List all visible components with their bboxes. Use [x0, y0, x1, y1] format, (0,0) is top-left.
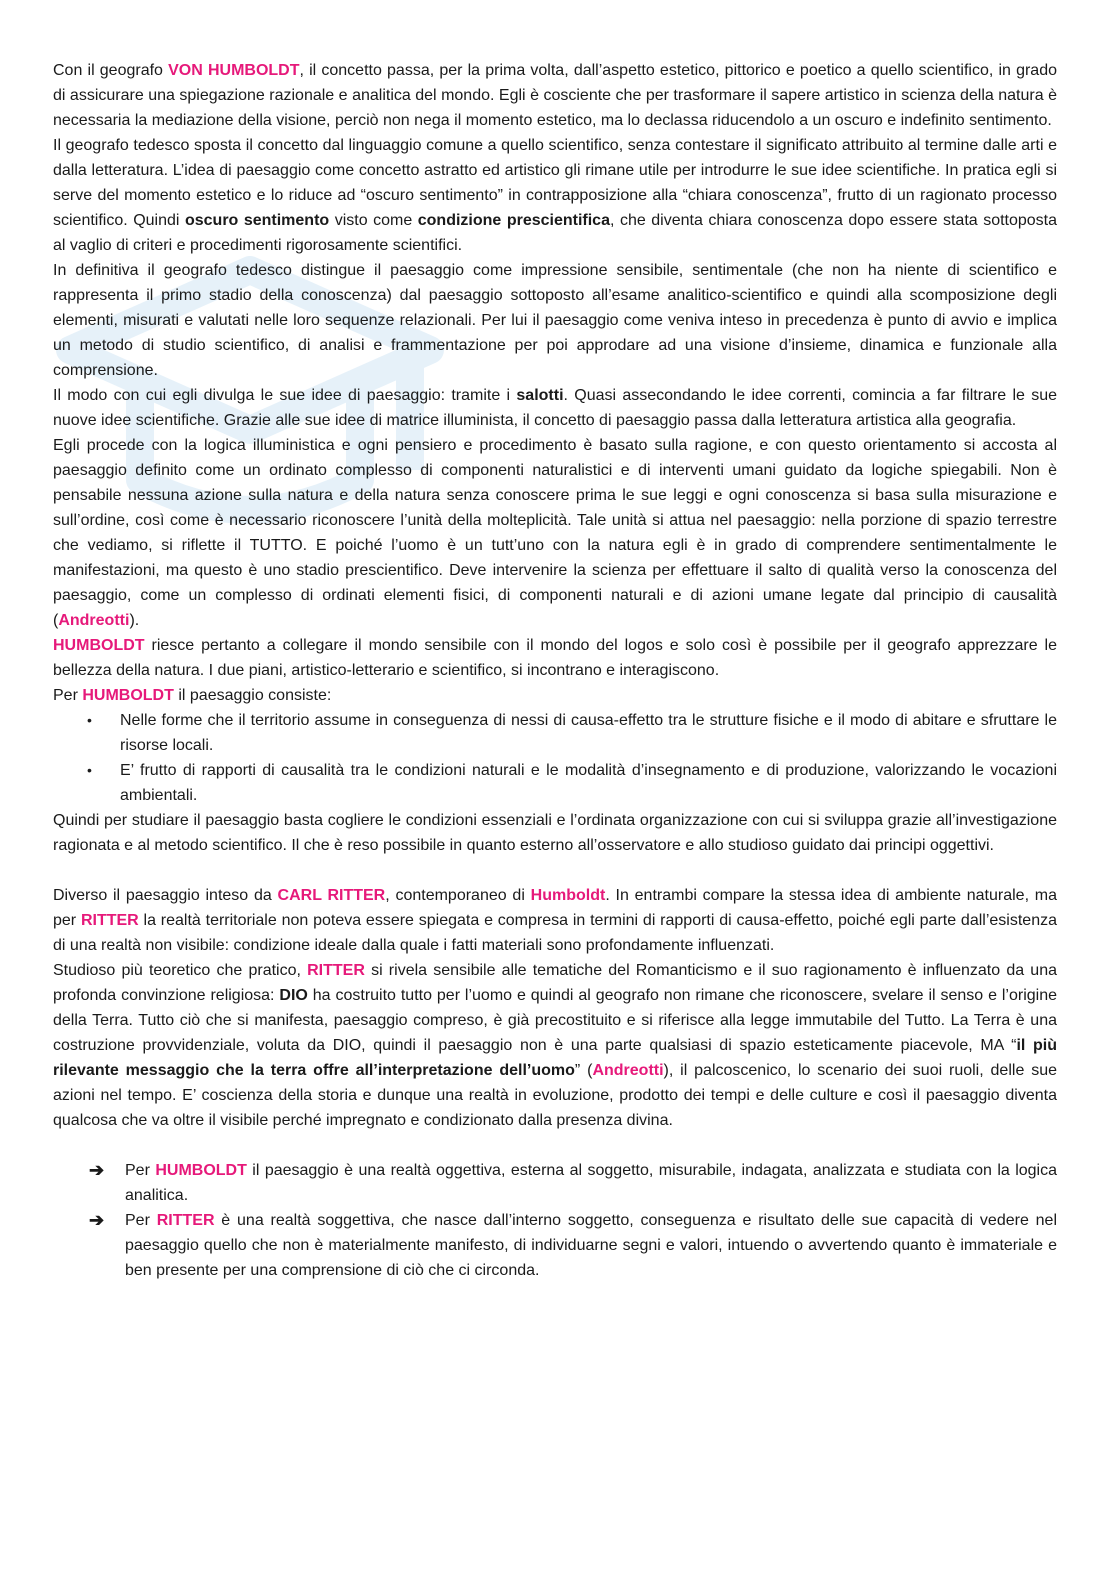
text-run: . Quasi assecondando le idee correnti, comincia a far filtrare le sue nuove idee scientifiche. Grazie alle sue idee di matrice illuminista, il concetto di paesaggio passa dalla letteratura artistica alla geografia. [53, 387, 1057, 429]
bullet-text: E’ frutto di rapporti di causalità tra le condizioni naturali e le modalità d’insegnamento e di produzione, valorizzando le vocazioni ambientali. [120, 762, 1057, 804]
section-gap [53, 1133, 1057, 1158]
text-run: Egli procede con la logica illuministica e ogni pensiero e procedimento è basato sulla ragione, e con questo orientamento si accosta al paesaggio definito come un ordinato complesso di componenti naturalistici e di interventi umani guidato da logiche spiegabili. Non è pensabile nessuna azione sulla natura e della natura senza conoscere prima le sue leggi e ogni conoscenza si basa sulla misurazione e sull’ordine, così come è necessario riconoscere l’unità della molteplicità. Tale unità si attua nel paesaggio: nella porzione di spazio terrestre che vediamo, si riflette il TUTTO. E poiché l’uomo è un tutt’uno con la natura egli è in grado di comprendere sentimentalmente le manifestazioni, ma questo è uno stadio prescientifico. Deve intervenire la scienza per effettuare il salto di qualità verso la conoscenza del paesaggio, come un complesso di ordinati elementi fisici, di componenti naturali e di azioni umane legate dal principio di causalità ( [53, 437, 1057, 629]
paragraph [53, 258, 1057, 383]
highlighted-term: RITTER [307, 962, 365, 979]
arrow-item [53, 1208, 1057, 1283]
text-run: , che diventa chiara conoscenza dopo essere stata sottoposta al vaglio di criteri e procedimenti rigorosamente scientifici. [53, 212, 1058, 254]
text-run: Studioso più teoretico che pratico, [53, 962, 308, 979]
text-run: . In entrambi compare la stessa idea di ambiente naturale, ma per [53, 887, 1058, 929]
bold-term: il più rilevante messaggio che la terra offre all’interpretazione dell’uomo [53, 1037, 1058, 1079]
paragraph [53, 633, 1057, 683]
text-run: Per [53, 687, 83, 704]
paragraph [53, 433, 1057, 633]
highlighted-term: HUMBOLDT [53, 637, 145, 654]
text-run: visto come [329, 212, 418, 229]
humboldt-bullet-list [53, 708, 1057, 808]
paragraph [53, 133, 1057, 258]
section-gap [53, 858, 1057, 883]
highlighted-term: Andreotti [58, 612, 130, 629]
paragraph [53, 808, 1057, 858]
paragraph [53, 58, 1057, 133]
ritter-section [53, 883, 1057, 1133]
text-run: , contemporaneo di [385, 887, 531, 904]
bullet-text: Nelle forme che il territorio assume in conseguenza di nessi di causa-effetto tra le strutture fisiche e il modo di abitare e sfruttare le risorse locali. [120, 712, 1057, 754]
bold-term: salotti [516, 387, 564, 404]
document-page [53, 58, 1057, 1283]
text-run: Quindi per studiare il paesaggio basta cogliere le condizioni essenziali e l’ordinata organizzazione con cui si sviluppa grazie all’investigazione ragionata e al metodo scientifico. Il che è reso possibile in quanto esterno all’osservatore e allo studioso guidato dai principi oggettivi. [53, 812, 1057, 854]
highlighted-term: RITTER [156, 1212, 215, 1229]
right-arrow-icon: ➔ [89, 1210, 105, 1230]
highlighted-term: Humboldt [530, 887, 606, 904]
text-run: In definitiva il geografo tedesco distingue il paesaggio come impressione sensibile, sentimentale (che non ha niente di scientifico e rappresenta il primo stadio della conoscenza) dal paesaggio sottoposto all’esame analitico-scientifico e quindi alla scomposizione degli elementi, misurati e valutati nelle loro sequenze relazionali. Per lui il paesaggio come veniva inteso in precedenza è punto di avvio e implica un metodo di studio scientifico, di analisi e frammentazione per poi approdare ad una visione d’insieme, dinamica e funzionale alla comprensione. [53, 262, 1057, 379]
text-run: Il geografo tedesco sposta il concetto dal linguaggio comune a quello scientifico, senza contestare il significato attribuito al termine dalle arti e dalla letteratura. L’idea di paesaggio come concetto astratto ed artistico gli rimane utile per introdurre le sue idee scientifiche. In pratica egli si serve del momento estetico e lo riduce ad “oscuro sentimento” in contrapposizione alla “chiara conoscenza”, frutto di un ragionato processo scientifico. Quindi [53, 137, 1057, 229]
highlighted-term: CARL RITTER [277, 887, 386, 904]
humboldt-conclusion [53, 808, 1057, 858]
highlighted-term: VON HUMBOLDT [168, 62, 300, 79]
text-run: è una realtà soggettiva, che nasce dall’interno soggetto, conseguenza e risultato delle sue capacità di vedere nel paesaggio quello che non è materialmente manifesto, di individuarne segni e valori, intuendo o avvertendo quanto è immateriale e ben presente per una comprensione di ciò che ci circonda. [125, 1212, 1058, 1279]
highlighted-term: HUMBOLDT [155, 1162, 247, 1179]
text-run: il paesaggio è una realtà oggettiva, esterna al soggetto, misurabile, indagata, analizzata e studiata con la logica analitica. [125, 1162, 1058, 1204]
humboldt-section [53, 58, 1057, 708]
text-run: Diverso il paesaggio inteso da [53, 887, 278, 904]
highlighted-term: Andreotti [592, 1062, 664, 1079]
text-run: Per [125, 1162, 156, 1179]
bold-term: oscuro sentimento [184, 212, 330, 229]
right-arrow-icon: ➔ [89, 1160, 105, 1180]
text-run: Con il geografo [53, 62, 169, 79]
comparison-arrow-list [53, 1158, 1057, 1283]
bold-term: DIO [279, 987, 308, 1004]
bullet-dot-icon: • [87, 762, 92, 778]
text-run: Per [125, 1212, 157, 1229]
bullet-dot-icon: • [87, 712, 92, 728]
highlighted-term: RITTER [80, 912, 139, 929]
bold-term: condizione prescientifica [417, 212, 610, 229]
text-run: ” ( [574, 1062, 593, 1079]
bullet-item [53, 708, 1057, 758]
text-run: la realtà territoriale non poteva essere spiegata e compresa in termini di rapporti di causa-effetto, poiché egli parte dall’esistenza di una realtà non visibile: condizione ideale dalla quale i fatti materiali sono profondamente influenzati. [53, 912, 1057, 954]
paragraph [53, 383, 1057, 433]
paragraph [53, 683, 1057, 708]
paragraph [53, 958, 1057, 1133]
highlighted-term: HUMBOLDT [82, 687, 174, 704]
text-run: ), il palcoscenico, lo scenario dei suoi ruoli, delle sue azioni nel tempo. E’ coscienza della storia e dunque una realtà in evoluzione, prodotto dei tempi e delle culture e così il paesaggio diventa qualcosa che va oltre il visibile perché impregnato e condizionato dalla presenza divina. [53, 1062, 1057, 1129]
text-run: si rivela sensibile alle tematiche del Romanticismo e il suo ragionamento è influenzato da una profonda convinzione religiosa: [53, 962, 1057, 1004]
paragraph [53, 883, 1057, 958]
arrow-item [53, 1158, 1057, 1208]
text-run: Il modo con cui egli divulga le sue idee di paesaggio: tramite i [53, 387, 517, 404]
text-run: il paesaggio consiste: [173, 687, 332, 704]
text-run: riesce pertanto a collegare il mondo sensibile con il mondo del logos e solo così è possibile per il geografo apprezzare le bellezza della natura. I due piani, artistico-letterario e scientifico, si incontrano e interagiscono. [53, 637, 1057, 679]
text-run: ha costruito tutto per l’uomo e quindi al geografo non rimane che riconoscere, svelare il senso e l’origine della Terra. Tutto ciò che si manifesta, paesaggio compreso, è già precostituito e si riferisce alla legge immutabile del Tutto. La Terra è una costruzione provvidenziale, voluta da DIO, quindi il paesaggio non è una parte qualsiasi di spazio esteticamente piacevole, MA “ [53, 987, 1058, 1054]
text-run: ). [129, 612, 140, 629]
bullet-item [53, 758, 1057, 808]
text-run: , il concetto passa, per la prima volta, dall’aspetto estetico, pittorico e poetico a quello scientifico, in grado di assicurare una spiegazione razionale e analitica del mondo. Egli è cosciente che per trasformare il sapere artistico in scienza della natura è necessaria la mediazione della visione, perciò non nega il momento estetico, ma lo declassa riducendolo a un oscuro e indefinito sentimento. [53, 62, 1058, 129]
